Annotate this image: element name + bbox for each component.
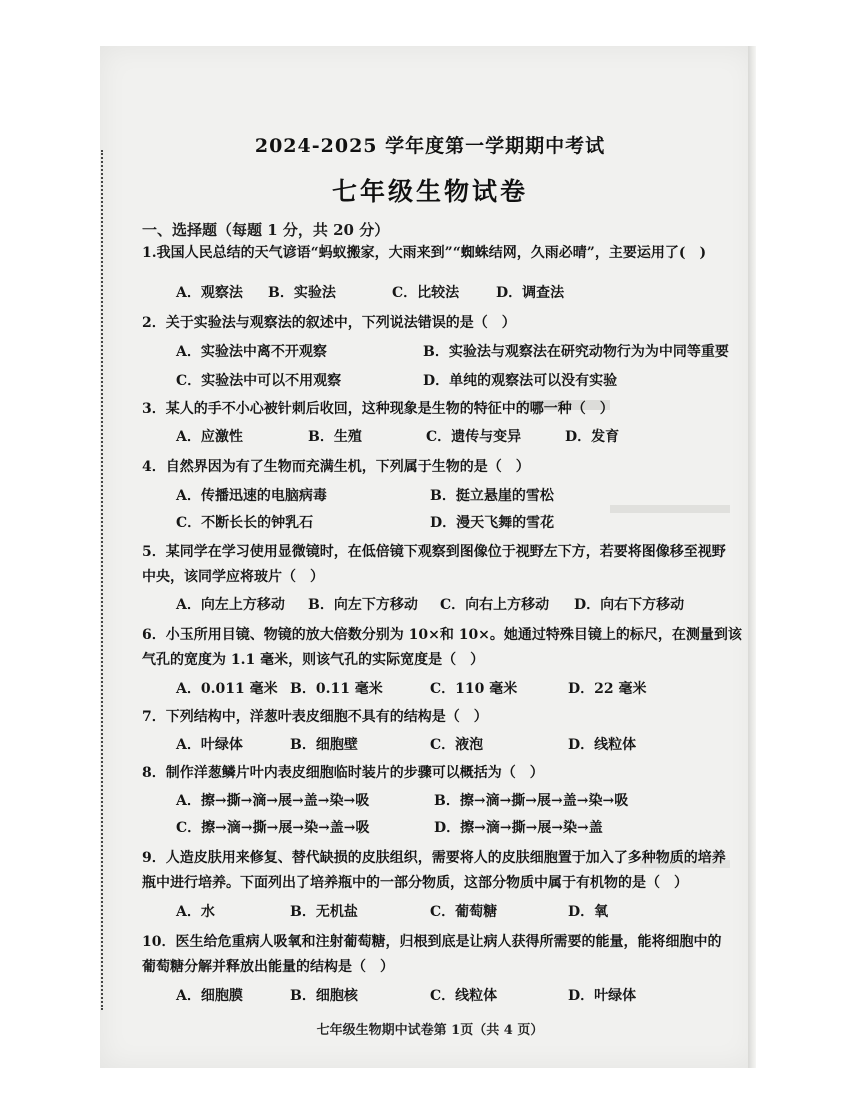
exam-title: 2024-2025 学年度第一学期期中考试 bbox=[254, 135, 606, 157]
page-footer: 七年级生物期中试卷第 1页（共 4 页） bbox=[316, 1023, 544, 1038]
question-6-option-b[interactable]: B．0.11 毫米 bbox=[290, 681, 383, 697]
question-10-option-a[interactable]: A．细胞膜 bbox=[176, 988, 243, 1004]
question-8-stem: 8．制作洋葱鳞片叶内表皮细胞临时装片的步骤可以概括为（ ） bbox=[142, 765, 544, 781]
question-1-option-b[interactable]: B．实验法 bbox=[268, 285, 336, 301]
question-5-option-a[interactable]: A．向左上方移动 bbox=[176, 597, 285, 613]
question-7-option-b[interactable]: B．细胞壁 bbox=[290, 737, 358, 753]
question-9-stem: 9．人造皮肤用来修复、替代缺损的皮肤组织，需要将人的皮肤细胞置于加入了多种物质的培养 bbox=[142, 850, 726, 866]
question-9-stem-cont: 瓶中进行培养。下面列出了培养瓶中的一部分物质，这部分物质中属于有机物的是（ ） bbox=[142, 875, 688, 891]
question-10-option-d[interactable]: D．叶绿体 bbox=[568, 988, 637, 1004]
question-7-option-a[interactable]: A．叶绿体 bbox=[176, 737, 243, 753]
question-8-option-d[interactable]: D．擦→滴→撕→展→染→盖 bbox=[434, 820, 603, 836]
question-4-option-d[interactable]: D．漫天飞舞的雪花 bbox=[430, 515, 555, 531]
question-2-stem: 2．关于实验法与观察法的叙述中，下列说法错误的是（ ） bbox=[142, 315, 516, 331]
question-9-option-c[interactable]: C．葡萄糖 bbox=[430, 904, 498, 920]
question-6-stem: 6．小玉所用目镜、物镜的放大倍数分别为 10×和 10×。她通过特殊目镜上的标尺，在测量到该 bbox=[142, 627, 742, 643]
question-9-option-b[interactable]: B．无机盐 bbox=[290, 904, 358, 920]
paper-title: 七年级生物试卷 bbox=[331, 177, 528, 206]
question-3-stem: 3．某人的手不小心被针刺后收回，这种现象是生物的特征中的哪一种（ ） bbox=[142, 401, 614, 417]
question-9-option-a[interactable]: A．水 bbox=[176, 904, 215, 920]
section-heading: 一、选择题（每题 1 分，共 20 分） bbox=[142, 221, 390, 239]
question-10-option-c[interactable]: C．线粒体 bbox=[430, 988, 498, 1004]
question-4-option-b[interactable]: B．挺立悬崖的雪松 bbox=[430, 488, 554, 504]
question-7-option-d[interactable]: D．线粒体 bbox=[568, 737, 637, 753]
question-6-option-d[interactable]: D．22 毫米 bbox=[568, 681, 647, 697]
question-2-option-d[interactable]: D．单纯的观察法可以没有实验 bbox=[423, 373, 618, 389]
question-1-option-c[interactable]: C．比较法 bbox=[392, 285, 460, 301]
question-4-option-a[interactable]: A．传播迅速的电脑病毒 bbox=[176, 488, 327, 504]
question-5-stem-cont: 中央，该同学应将玻片（ ） bbox=[142, 569, 324, 585]
question-2-option-c[interactable]: C．实验法中可以不用观察 bbox=[176, 373, 342, 389]
question-10-option-b[interactable]: B．细胞核 bbox=[290, 988, 358, 1004]
question-9-option-d[interactable]: D．氧 bbox=[568, 904, 609, 920]
question-1-stem: 1.我国人民总结的天气谚语“蚂蚁搬家，大雨来到”“蜘蛛结网，久雨必晴”，主要运用了( ) bbox=[142, 245, 707, 261]
question-8-option-a[interactable]: A．擦→撕→滴→展→盖→染→吸 bbox=[176, 793, 370, 809]
question-6-option-a[interactable]: A．0.011 毫米 bbox=[176, 681, 278, 697]
question-8-option-b[interactable]: B．擦→滴→撕→展→盖→染→吸 bbox=[434, 793, 629, 809]
question-5-option-d[interactable]: D．向右下方移动 bbox=[574, 597, 685, 613]
binding-line bbox=[101, 150, 103, 1010]
question-3-option-a[interactable]: A．应激性 bbox=[176, 429, 243, 445]
question-1-option-a[interactable]: A．观察法 bbox=[176, 285, 243, 301]
question-5-option-c[interactable]: C．向右上方移动 bbox=[440, 597, 550, 613]
question-5-option-b[interactable]: B．向左下方移动 bbox=[308, 597, 418, 613]
question-10-stem-cont: 葡萄糖分解并释放出能量的结构是（ ） bbox=[142, 959, 394, 975]
question-10-stem: 10．医生给危重病人吸氧和注射葡萄糖，归根到底是让病人获得所需要的能量，能将细胞中的 bbox=[142, 934, 722, 950]
question-6-stem-cont: 气孔的宽度为 1.1 毫米，则该气孔的实际宽度是（ ） bbox=[142, 652, 485, 668]
question-3-option-b[interactable]: B．生殖 bbox=[308, 429, 362, 445]
question-7-stem: 7．下列结构中，洋葱叶表皮细胞不具有的结构是（ ） bbox=[142, 709, 488, 725]
question-2-option-a[interactable]: A．实验法中离不开观察 bbox=[176, 344, 327, 360]
bleed-through-mark bbox=[610, 505, 730, 513]
question-5-stem: 5．某同学在学习使用显微镜时，在低倍镜下观察到图像位于视野左下方，若要将图像移至视野 bbox=[142, 544, 726, 560]
question-3-option-d[interactable]: D．发育 bbox=[565, 429, 620, 445]
question-8-option-c[interactable]: C．擦→滴→撕→展→染→盖→吸 bbox=[176, 820, 370, 836]
question-4-option-c[interactable]: C．不断长长的钟乳石 bbox=[176, 515, 314, 531]
question-1-option-d[interactable]: D．调查法 bbox=[496, 285, 565, 301]
question-6-option-c[interactable]: C．110 毫米 bbox=[430, 681, 518, 697]
question-2-option-b[interactable]: B．实验法与观察法在研究动物行为为中同等重要 bbox=[423, 344, 729, 360]
question-4-stem: 4．自然界因为有了生物而充满生机，下列属于生物的是（ ） bbox=[142, 459, 530, 475]
question-3-option-c[interactable]: C．遗传与变异 bbox=[426, 429, 522, 445]
question-7-option-c[interactable]: C．液泡 bbox=[430, 737, 484, 753]
